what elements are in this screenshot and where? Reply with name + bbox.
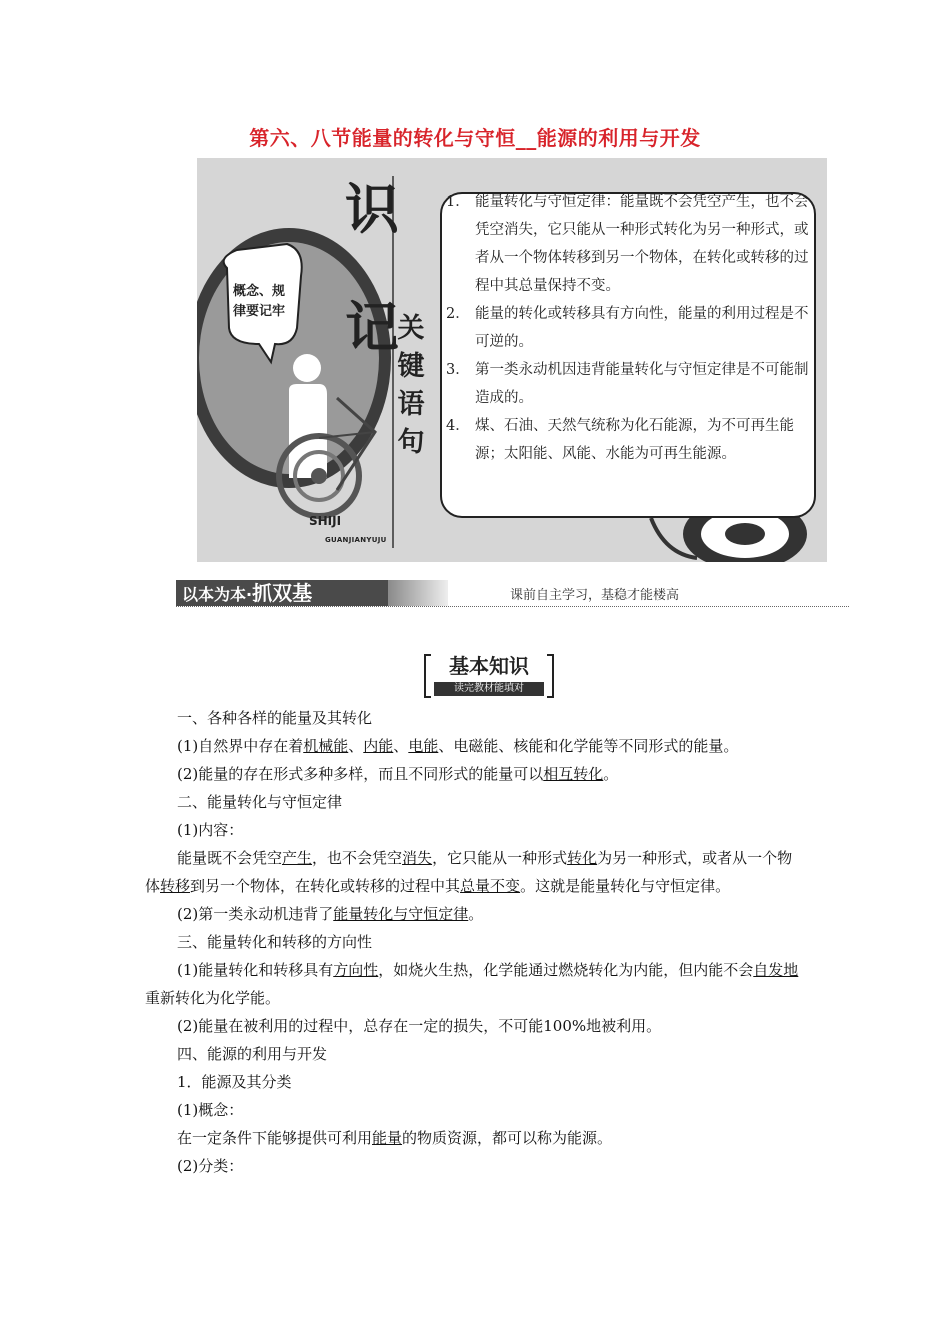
key-point-number: 2． [446,306,470,322]
knowledge-header-sub: 读完教材能填对 [434,682,544,696]
heading-2: 二、能量转化与守恒定律 [177,793,343,811]
blank-answer: 产生 [282,849,313,867]
key-point [446,356,812,412]
blank-answer: 消失 [402,849,433,867]
paragraph: (1)概念： [177,1101,244,1119]
key-point [446,300,812,356]
heading-4: 四、能源的利用与开发 [177,1045,328,1063]
section-bar-title-a: 以本为本· [182,585,253,604]
key-point-text: 煤、石油、天然气统称为化石能源，为不可再生能源；太阳能、风能、水能为可再生能源。 [475,418,794,462]
paragraph: 能量既不会凭空产生，也不会凭空消失，它只能从一种形式转化为另一种形式，或者从一个物体转移到另一个物体，在转化或转移的过程中其总量不变。这就是能量转化与守恒定律。 [145,849,793,895]
paragraph: 在一定条件下能够提供可利用能量的物质资源，都可以称为能源。 [177,1129,613,1147]
knowledge-header-main: 基本知识 [449,654,529,678]
paragraph: 1．能源及其分类 [177,1073,292,1091]
key-point-text: 能量的转化或转移具有方向性，能量的利用过程是不可逆的。 [475,306,809,350]
heading-1: 一、各种各样的能量及其转化 [177,709,373,727]
key-point-number: 4． [446,418,470,434]
blank-answer: 方向性 [333,961,379,979]
blank-answer: 电能 [408,737,439,755]
paragraph: (2)能量的存在形式多种多样，而且不同形式的能量可以相互转化。 [177,765,619,783]
big-char-shi: 识 [345,178,399,241]
paragraph: (2)分类： [177,1157,244,1175]
logo-main: SHIJI [309,514,342,528]
bracket-right [547,654,554,698]
key-point [446,188,812,300]
blank-answer: 能量转化与守恒定律 [333,905,469,923]
key-point [446,412,812,468]
section-bar-divider [176,606,849,607]
vertical-char: 关 [397,313,425,344]
section-bar [176,580,849,606]
blank-answer: 转化 [567,849,598,867]
key-point-number: 3． [446,362,470,378]
bubble-text: 概念、规律要记牢 [233,284,286,319]
blank-answer: 机械能 [303,737,349,755]
vertical-char: 语 [397,389,425,420]
key-point-text: 能量转化与守恒定律：能量既不会凭空产生，也不会凭空消失，它只能从一种形式转化为另一种形式，或者从一个物体转移到另一个物体，在转化或转移的过程中其总量保持不变。 [475,194,809,294]
section-bar-title-b: 抓双基 [252,581,313,605]
section-bar-subtitle: 课前自主学习，基稳才能楼高 [510,588,680,603]
key-point-text: 第一类永动机因违背能量转化与守恒定律是不可能制造成的。 [475,362,809,406]
vertical-heading [397,310,425,462]
logo-sub: GUANJIANYUJU [325,536,387,544]
paragraph: (1)自然界中存在着机械能、内能、电能、电磁能、核能和化学能等不同形式的能量。 [177,737,739,755]
knowledge-header [424,652,554,698]
section-bar-title [176,580,388,606]
paragraph: (2)能量在被利用的过程中，总存在一定的损失，不可能100%地被利用。 [177,1017,662,1035]
key-point-number: 1． [446,194,470,210]
blank-answer: 能量 [372,1129,403,1147]
blank-answer: 自发地 [753,961,799,979]
blank-answer: 相互转化 [543,765,604,783]
paragraph: (1)内容： [177,821,244,839]
blank-answer: 总量不变 [460,877,521,895]
paragraph: (2)第一类永动机违背了能量转化与守恒定律。 [177,905,484,923]
blank-answer: 转移 [160,877,191,895]
vertical-char: 句 [397,427,425,458]
heading-3: 三、能量转化和转移的方向性 [177,933,373,951]
section-bar-fade [388,580,448,606]
key-points-list [446,188,812,468]
big-char-ji: 记 [345,296,399,359]
content-body [145,704,807,1180]
page-title: 第六、八节能量的转化与守恒__能源的利用与开发 [249,126,701,150]
paragraph: (1)能量转化和转移具有方向性，如烧火生热，化学能通过燃烧转化为内能，但内能不会自发地重新转化为化学能。 [145,961,799,1007]
blank-answer: 内能 [363,737,394,755]
vertical-char: 键 [397,351,425,382]
